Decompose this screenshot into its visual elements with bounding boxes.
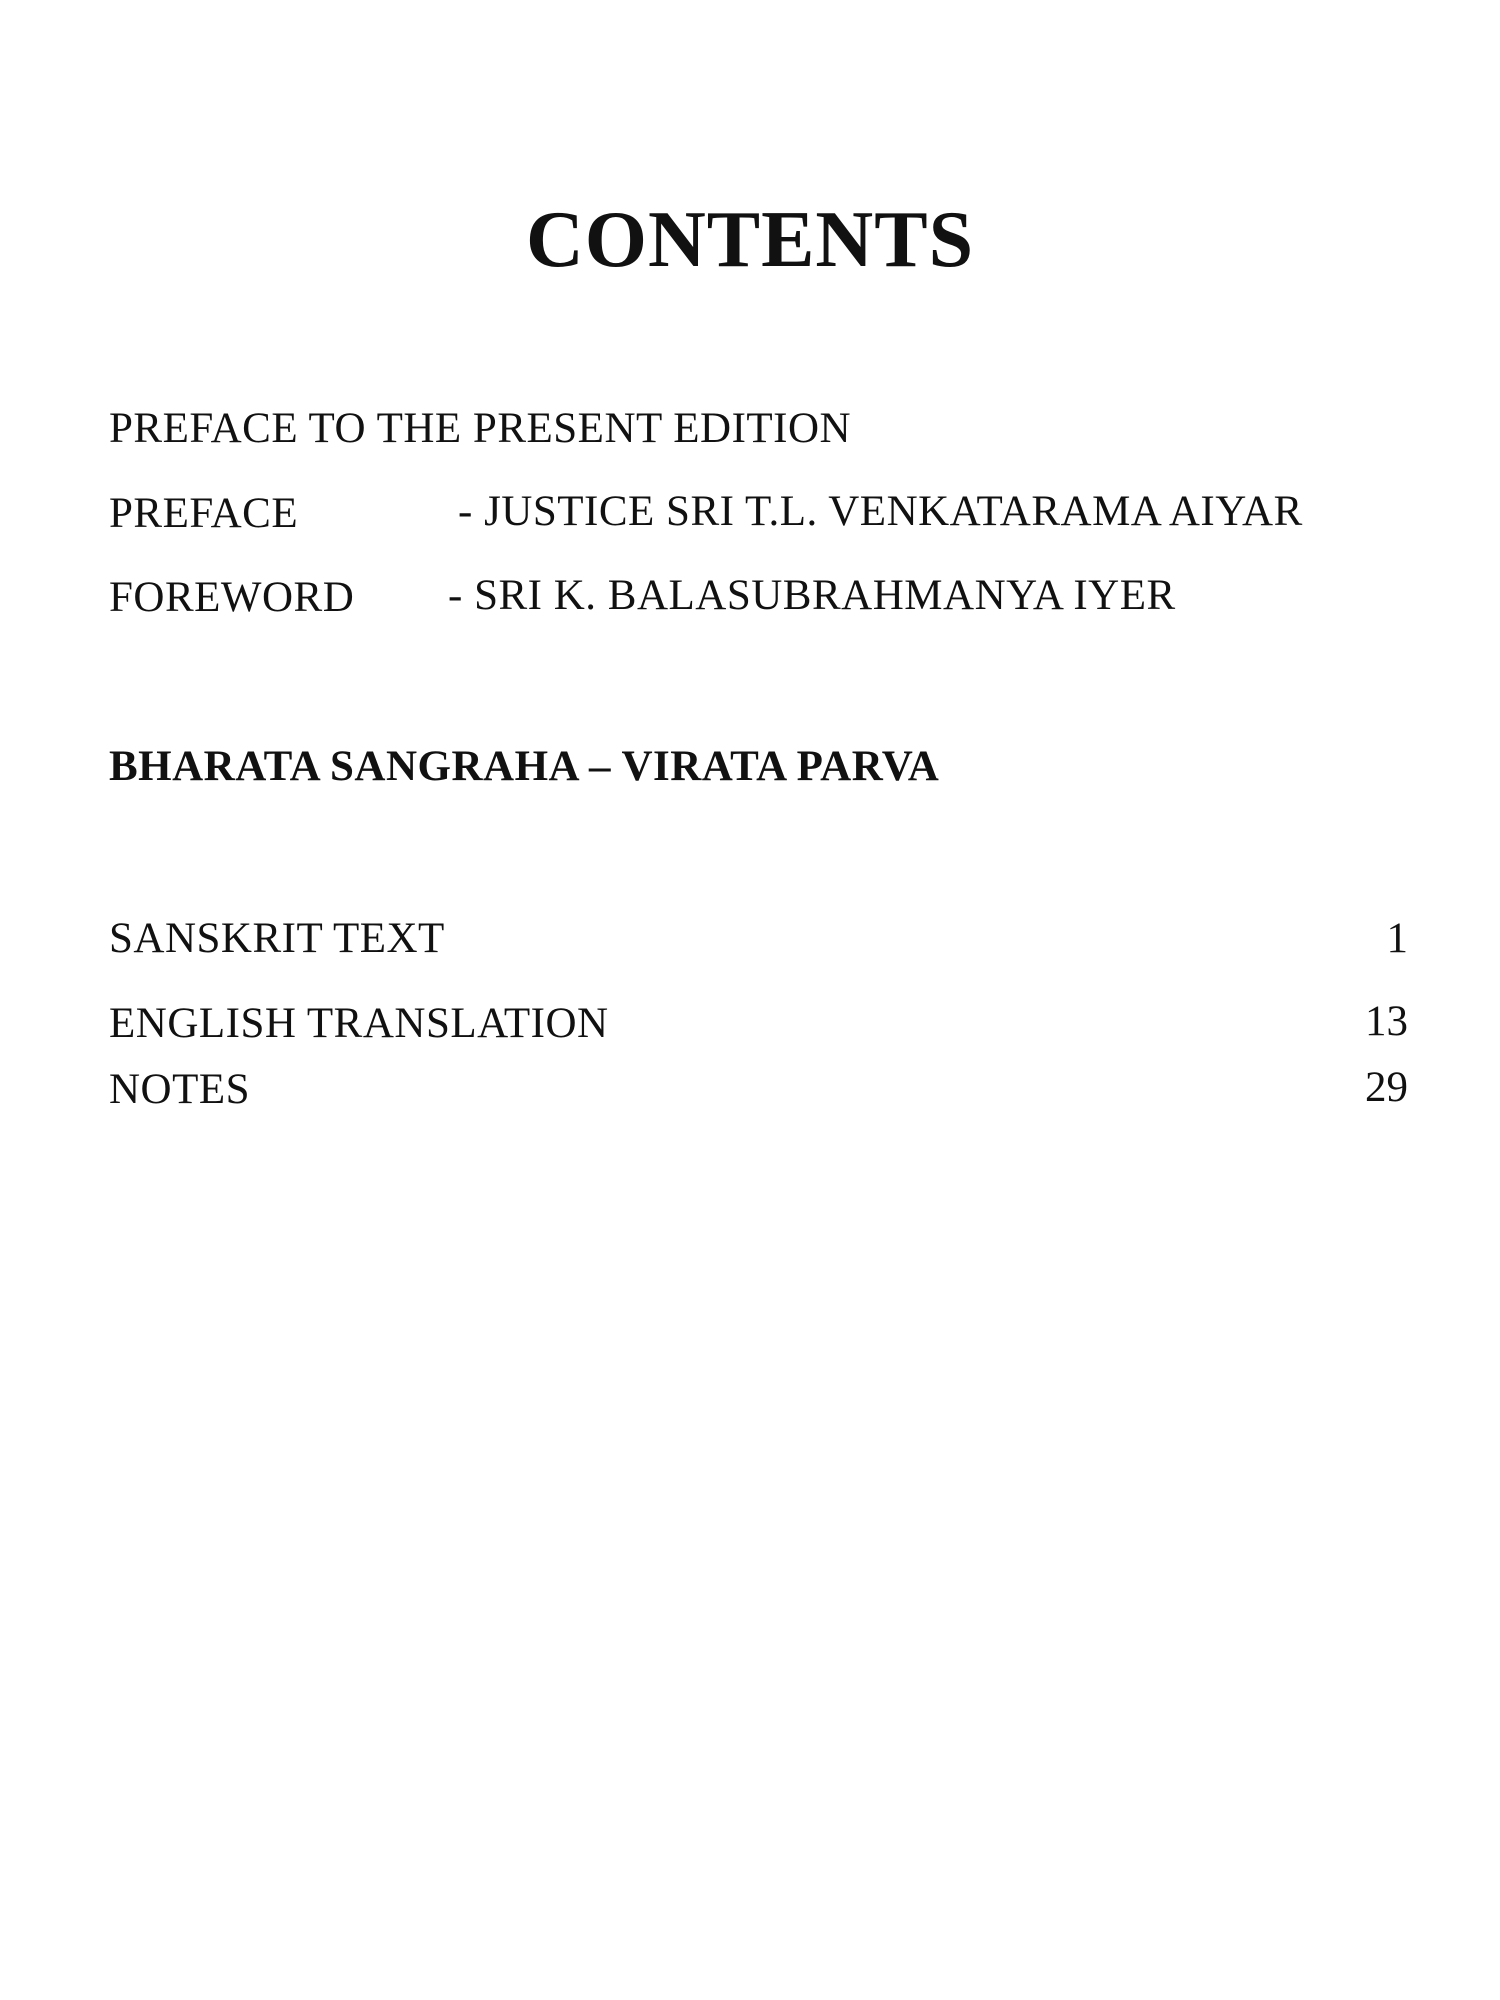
- front-matter-item-preface-present-edition: PREFACE TO THE PRESENT EDITION: [109, 405, 852, 452]
- toc-item-notes: NOTES: [109, 1066, 251, 1113]
- toc-page-number: 1: [1386, 915, 1408, 962]
- foreword-author: - SRI K. BALASUBRAHMANYA IYER: [448, 572, 1176, 619]
- toc-page-number: 29: [1365, 1064, 1408, 1111]
- page-title: CONTENTS: [525, 196, 975, 284]
- front-matter-item-preface: PREFACE: [109, 490, 299, 537]
- front-matter-item-foreword: FOREWORD: [109, 574, 355, 621]
- toc-item-sanskrit-text: SANSKRIT TEXT: [109, 915, 445, 962]
- toc-item-english-translation: ENGLISH TRANSLATION: [109, 1000, 609, 1047]
- toc-page-number: 13: [1365, 998, 1408, 1045]
- section-heading: BHARATA SANGRAHA – VIRATA PARVA: [109, 743, 940, 790]
- preface-author: - JUSTICE SRI T.L. VENKATARAMA AIYAR: [458, 488, 1303, 535]
